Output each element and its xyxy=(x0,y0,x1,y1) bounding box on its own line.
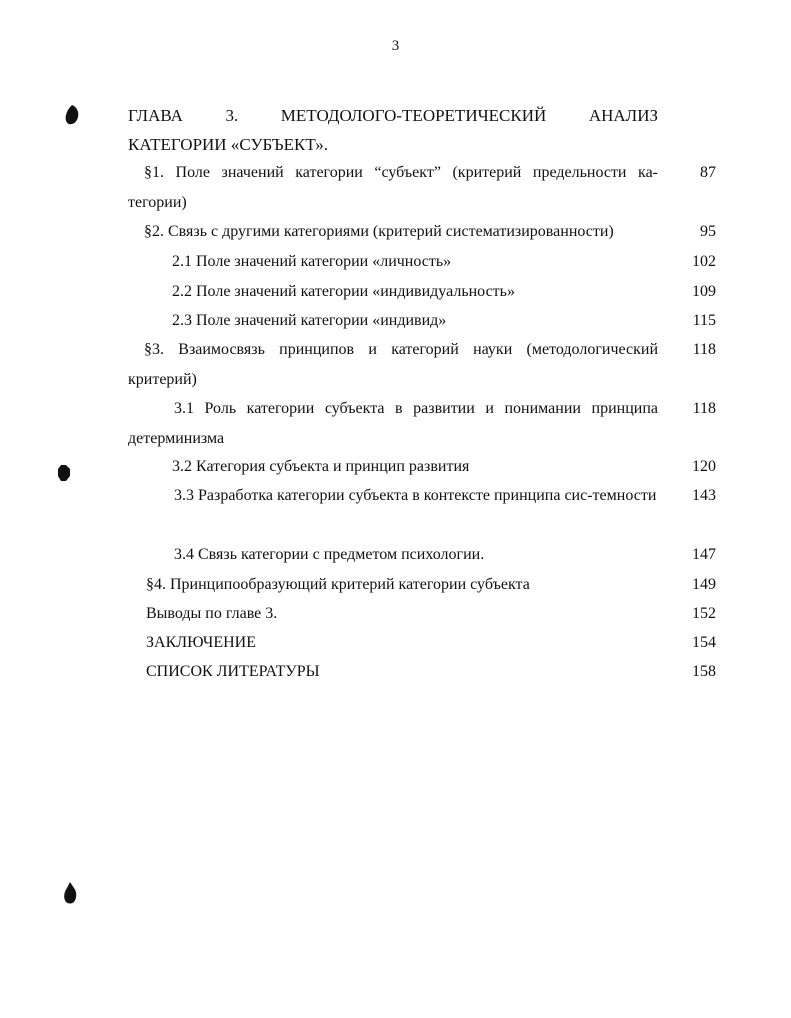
toc-entry-title: 3.4 Связь категории с предметом психологии. xyxy=(174,546,485,563)
toc-entry xyxy=(128,628,716,658)
toc-entry-title: ЗАКЛЮЧЕНИЕ xyxy=(146,634,256,651)
toc-entry-page: 87 xyxy=(700,164,716,181)
toc-entry-page: 143 xyxy=(692,487,716,504)
toc-entry xyxy=(128,394,716,453)
toc-entry-page: 149 xyxy=(692,576,716,593)
toc-entry xyxy=(128,277,716,307)
toc-entry-title: 2.3 Поле значений категории «индивид» xyxy=(172,312,447,329)
toc-entry xyxy=(128,306,716,336)
toc-entry xyxy=(128,481,716,511)
toc-entry-page: 115 xyxy=(692,312,716,329)
toc-entry-title: §1. Поле значений категории “субъект” (критерий предельности ка-тегории) xyxy=(128,164,658,211)
toc-entry-title: 3.3 Разработка категории субъекта в контексте принципа сис-темности xyxy=(174,487,657,504)
toc-entry-page: 118 xyxy=(692,341,716,358)
toc-entry-page: 152 xyxy=(692,605,716,622)
toc-entry-page: 120 xyxy=(692,458,716,475)
chapter-heading-word: 3. xyxy=(225,106,239,125)
toc-entry xyxy=(128,158,716,217)
toc-entry-title: 3.1 Роль категории субъекта в развитии и понимании принципа детерминизма xyxy=(128,400,658,447)
ink-blot-middle xyxy=(57,464,71,482)
toc-entry-page: 118 xyxy=(692,400,716,417)
toc-entry-title: СПИСОК ЛИТЕРАТУРЫ xyxy=(146,663,320,680)
toc-entry xyxy=(128,599,716,629)
toc-entry xyxy=(128,657,716,687)
toc-entry xyxy=(128,335,716,394)
toc-entry-page: 109 xyxy=(692,283,716,300)
toc-entry-title: 2.2 Поле значений категории «индивидуальность» xyxy=(172,283,515,300)
toc-entry-title: §2. Связь с другими категориями (критерий систематизированности) xyxy=(144,223,614,240)
toc-entry xyxy=(128,540,716,570)
toc-entry-page: 95 xyxy=(700,223,716,240)
toc-entry-page: 158 xyxy=(692,663,716,680)
toc-entry xyxy=(128,570,716,600)
toc-entry-title: 3.2 Категория субъекта и принцип развития xyxy=(172,458,470,475)
toc-entry-page: 147 xyxy=(692,546,716,563)
toc-entry-page: 154 xyxy=(692,634,716,651)
toc-entry-title: §3. Взаимосвязь принципов и категорий науки (методологический критерий) xyxy=(128,341,658,388)
toc-entry xyxy=(128,452,716,482)
ink-blot-bottom xyxy=(63,881,78,905)
chapter-heading-line2: КАТЕГОРИИ «СУБЪЕКТ». xyxy=(128,135,329,154)
chapter-heading-word: АНАЛИЗ xyxy=(588,106,658,125)
ink-blot-top xyxy=(64,104,80,126)
chapter-heading-word: ГЛАВА xyxy=(128,106,183,125)
chapter-heading-line1 xyxy=(128,101,658,130)
toc-entry xyxy=(128,217,716,247)
page-number: 3 xyxy=(391,38,400,54)
chapter-heading xyxy=(128,101,658,159)
chapter-heading-word: МЕТОДОЛОГО-ТЕОРЕТИЧЕСКИЙ xyxy=(280,106,547,125)
toc-entry-title: §4. Принципообразующий критерий категории субъекта xyxy=(146,576,530,593)
toc-entry xyxy=(128,247,716,277)
toc-entry-title: Выводы по главе 3. xyxy=(146,605,278,622)
toc-entry-page: 102 xyxy=(692,253,716,270)
toc-entry-title: 2.1 Поле значений категории «личность» xyxy=(172,253,452,270)
